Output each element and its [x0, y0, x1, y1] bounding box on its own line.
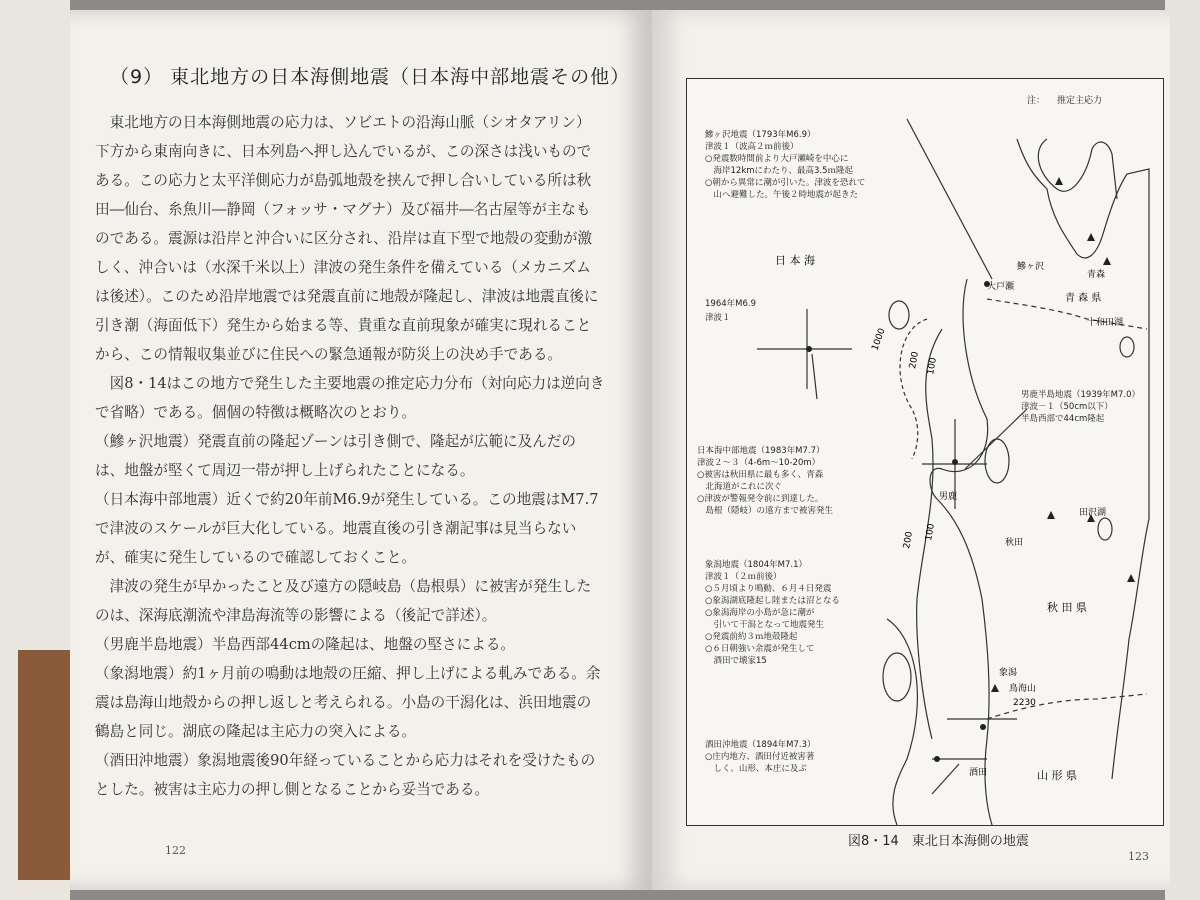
map-label-akita-pref: 秋 田 県	[1047, 601, 1087, 614]
seamount-2	[883, 653, 911, 701]
annotation-line: ○被害は秋田県に最も多く、青森	[697, 470, 824, 480]
annotation-line: 津波２～３（4-6m～10-20m）	[697, 458, 821, 468]
map-label-oodose: 大戸瀬	[987, 282, 1015, 292]
annotation-line: ○朝から異常に潮が引いた。津波を恐れて	[705, 178, 866, 188]
paragraph: 津波の発生が早かったこと及び遠方の隠岐島（島根県）に被害が発生したのは、深海底潮流や津島海流等の影響による（後記で詳述）。	[95, 578, 592, 624]
annotation-line: ○発震数時間前より大戸瀬崎を中心に	[705, 154, 849, 164]
map-label-sea: 日 本 海	[775, 254, 815, 267]
depth-label: 200	[908, 350, 921, 370]
page-number-left: 122	[165, 844, 186, 857]
annotation-line: 日本海中部地震（1983年M7.7）	[697, 446, 825, 456]
annotation-line: ○庄内地方、酒田付近被害著	[705, 752, 815, 762]
epicenter-icon	[980, 724, 986, 730]
leader-line	[907, 119, 992, 279]
map-label-aomori-pref: 青 森 県	[1065, 293, 1102, 304]
depth-label: 1000	[870, 327, 888, 353]
volcano-icon	[1127, 574, 1135, 582]
leader-line	[965, 409, 1027, 469]
figure-caption: 図8・14 東北日本海側の地震	[848, 834, 1029, 849]
seamount	[889, 301, 909, 329]
depth-1000	[900, 319, 927, 459]
volcano-icon	[1047, 511, 1055, 519]
depth-label: 100	[926, 356, 939, 376]
map-label-tazawa: 田沢湖	[1079, 508, 1107, 518]
book-cover-right	[1165, 0, 1200, 900]
annotation-line: ○象潟海岸の小島が急に潮が	[705, 608, 815, 618]
volcano-icon	[1055, 177, 1063, 185]
figure-map	[686, 78, 1164, 826]
map-label-kisakata: 象潟	[999, 668, 1018, 678]
annotation-line: ○津波が警報発令前に到達した。	[697, 494, 824, 504]
annotation-line: 鰺ヶ沢地震（1793年M6.9）	[705, 130, 816, 140]
annotation-line: 山へ避難した。午後２時地震が起きた	[705, 190, 859, 200]
note-text: 推定主応力	[1057, 96, 1103, 106]
annotation-line: ○６日朝強い余震が発生して	[705, 644, 815, 654]
map-label-chokai: 鳥海山	[1009, 684, 1037, 694]
annotation-line: しく、山形、本庄に及ぶ	[705, 764, 807, 774]
epicenter-icon	[806, 346, 812, 352]
annotation-kisakata	[705, 559, 840, 667]
annotation-ajigasawa	[705, 129, 865, 201]
tazawa-lake	[1098, 518, 1112, 540]
annotation-line: 酒田で壊家15	[705, 656, 767, 666]
pref-border	[987, 694, 1147, 719]
paragraph: 図8・14はこの地方で発生した主要地震の推定応力分布（対向応力は逆向きで省略）である。個個の特徴は概略次のとおり。	[95, 375, 605, 421]
map-label-ajigasawa: 鰺ヶ沢	[1017, 262, 1045, 272]
annotation-oga	[1021, 389, 1140, 425]
paragraph: （象潟地震）約1ヶ月前の鳴動は地殻の圧縮、押し上げによる軋みである。余震は島海山地殻からの押し返しと考えられる。小島の干潟化は、浜田地震の鶴島と同じ。湖底の隆起は主応力の突入による。	[95, 665, 601, 740]
map-label-towada: 十和田湖	[1087, 318, 1124, 328]
map-label-aomori: 青森	[1087, 270, 1106, 280]
annotation-line: 津波１	[705, 313, 731, 323]
map-label-akita: 秋田	[1005, 538, 1024, 548]
annotation-line: 引いて干潟となって地震発生	[705, 620, 825, 630]
page-number-right: 123	[1128, 850, 1149, 863]
map-label-oga: 男鹿	[939, 492, 958, 502]
volcano-icon	[991, 684, 999, 692]
legend-note	[1027, 93, 1102, 106]
annotation-line: 北海道がこれに次ぐ	[697, 482, 783, 492]
body-text	[95, 108, 605, 804]
coastline-west	[930, 279, 992, 825]
annotation-1964	[705, 297, 756, 325]
annotation-line: ○象潟湖底隆起し陸または沼となる	[705, 596, 840, 606]
annotation-line: 津波１（波高２ｍ前後）	[705, 142, 799, 152]
section-heading: （9） 東北地方の日本海側地震（日本海中部地震その他）	[110, 66, 631, 88]
towada-lake	[1120, 337, 1134, 357]
epicenter-icon	[952, 459, 958, 465]
annotation-line: 半島西部で44cm隆起	[1021, 414, 1105, 424]
ridge	[887, 619, 917, 825]
annotation-line: 島根（隠岐）の遠方まで被害発生	[697, 506, 834, 516]
paragraph: （男鹿半島地震）半島西部44cmの隆起は、地盤の堅さによる。	[95, 636, 516, 653]
annotation-nihonkai-chubu	[697, 445, 833, 517]
coastline	[1017, 139, 1149, 779]
depth-label: 200	[902, 530, 915, 550]
annotation-line: 1964年M6.9	[705, 299, 756, 309]
note-label: 注：	[1027, 96, 1046, 106]
paragraph: 東北地方の日本海側地震の応力は、ソビエトの沿海山脈（シオタアリン）下方から東南向きに、日本列島へ押し込んでいるが、この深さは浅いものである。この応力と太平洋側応力が島弧地殻を挟んで押し合いしている所は秋田―仙台、糸魚川―静岡（フォッサ・マグナ）及び福井―名古屋等が主なものである。震源は沿岸と沖合いに区分され、沿岸は直下型で地殻の変動が激しく、沖合いは（水深千米以上）津波の発生条件を備えている（メカニズムは後述）。このため沿岸地震では発震直前に地殻が隆起し、津波は地震直後に引き潮（海面低下）発生から始まる等、貴重な直前現象が確実に現れることから、この情報収集並びに住民への緊急通報が防災上の決め手である。	[95, 114, 599, 363]
map-label-yamagata: 山 形 県	[1037, 769, 1077, 782]
epicenter-icon	[934, 756, 940, 762]
leader-line	[932, 764, 959, 794]
paragraph: （鰺ヶ沢地震）発震直前の隆起ゾーンは引き側で、隆起が広範に及んだのは、地盤が堅くて周辺一帯が押し上げられたことになる。	[95, 433, 577, 479]
annotation-line: 津波－１（50cm以下）	[1021, 402, 1113, 412]
annotation-line: 酒田沖地震（1894年M7.3）	[705, 740, 816, 750]
cover-band	[18, 650, 70, 880]
leader-line	[812, 354, 817, 399]
paragraph: （酒田沖地震）象潟地震後90年経っていることから応力はそれを受けたものとした。被害は主応力の押し側となることから妥当である。	[95, 752, 596, 798]
annotation-line: 海岸12kmにわたり、最高3.5ｍ隆起	[705, 166, 854, 176]
volcano-icon	[1087, 233, 1095, 241]
annotation-line: 津波１（２ｍ前後）	[705, 572, 782, 582]
volcano-icon	[1103, 257, 1111, 265]
annotation-line: ○発震前約３ｍ地殻隆起	[705, 632, 798, 642]
annotation-line: ○５月頃より鳴動、６月４日発震	[705, 584, 832, 594]
map-label-sakata: 酒田	[969, 768, 988, 778]
annotation-line: 男鹿半島地震（1939年M7.0）	[1021, 390, 1140, 400]
annotation-line: 象潟地震（1804年M7.1）	[705, 560, 807, 570]
aomori-bay	[1038, 139, 1117, 199]
depth-label: 100	[924, 522, 937, 542]
annotation-sakata	[705, 739, 815, 775]
map-label-chokai-height: 2230	[1013, 698, 1036, 708]
paragraph: （日本海中部地震）近くで約20年前M6.9が発生している。この地震はM7.7で津波のスケールが巨大化している。地震直後の引き潮記事は見当らないが、確実に発生しているので確認しておくこと。	[95, 491, 599, 566]
